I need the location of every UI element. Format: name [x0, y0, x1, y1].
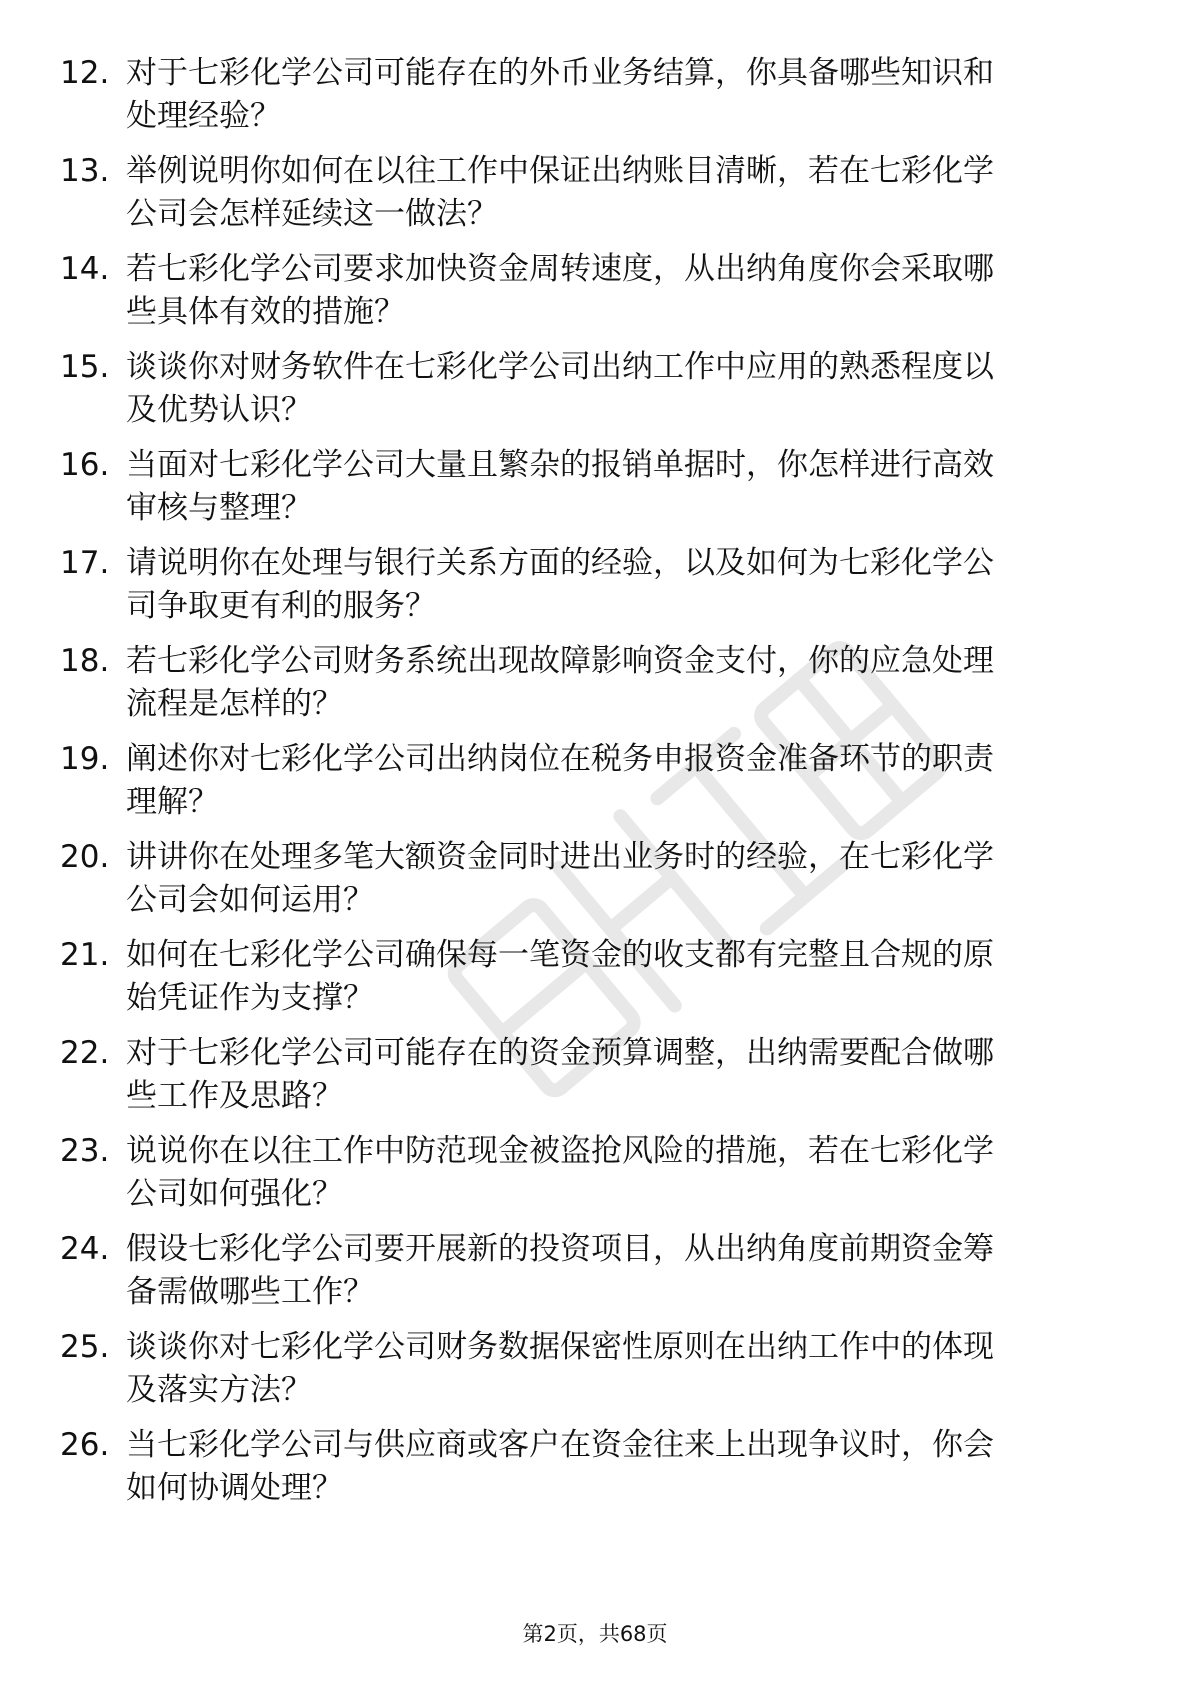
question-item — [0, 640, 1190, 738]
question-text: 当面对七彩化学公司大量且繁杂的报销单据时，你怎样进行高效 审核与整理？ — [126, 447, 994, 526]
question-number: 18. — [60, 643, 110, 679]
question-text: 若七彩化学公司财务系统出现故障影响资金支付，你的应急处理 流程是怎样的？ — [126, 643, 994, 722]
question-number: 14. — [60, 251, 110, 287]
question-item — [0, 1424, 1190, 1522]
question-item — [0, 738, 1190, 836]
question-number: 25. — [60, 1329, 110, 1365]
question-text: 说说你在以往工作中防范现金被盗抢风险的措施，若在七彩化学 公司如何强化？ — [126, 1133, 994, 1212]
question-item — [0, 1130, 1190, 1228]
question-number: 16. — [60, 447, 110, 483]
question-number: 23. — [60, 1133, 110, 1169]
question-number: 22. — [60, 1035, 110, 1071]
question-text: 如何在七彩化学公司确保每一笔资金的收支都有完整且合规的原 始凭证作为支撑？ — [126, 937, 994, 1016]
question-number: 12. — [60, 55, 110, 91]
question-text: 当七彩化学公司与供应商或客户在资金往来上出现争议时，你会 如何协调处理？ — [126, 1427, 994, 1506]
question-text: 讲讲你在处理多笔大额资金同时进出业务时的经验，在七彩化学 公司会如何运用？ — [126, 839, 994, 918]
question-text: 请说明你在处理与银行关系方面的经验，以及如何为七彩化学公 司争取更有利的服务？ — [126, 545, 994, 624]
question-list — [0, 52, 1190, 1522]
question-item — [0, 444, 1190, 542]
question-item — [0, 346, 1190, 444]
question-text: 谈谈你对财务软件在七彩化学公司出纳工作中应用的熟悉程度以 及优势认识？ — [126, 349, 994, 428]
question-number: 15. — [60, 349, 110, 385]
page-footer: 第2页，共68页 — [522, 1622, 668, 1646]
question-item — [0, 542, 1190, 640]
question-number: 13. — [60, 153, 110, 189]
question-item — [0, 1326, 1190, 1424]
question-item — [0, 248, 1190, 346]
question-item — [0, 934, 1190, 1032]
question-text: 举例说明你如何在以往工作中保证出纳账目清晰，若在七彩化学 公司会怎样延续这一做法？ — [126, 153, 994, 232]
question-number: 19. — [60, 741, 110, 777]
question-item — [0, 836, 1190, 934]
question-number: 21. — [60, 937, 110, 973]
question-item — [0, 1228, 1190, 1326]
question-text: 阐述你对七彩化学公司出纳岗位在税务申报资金准备环节的职责 理解？ — [126, 741, 994, 820]
question-item — [0, 150, 1190, 248]
question-text: 对于七彩化学公司可能存在的外币业务结算，你具备哪些知识和 处理经验？ — [126, 55, 994, 134]
question-text: 若七彩化学公司要求加快资金周转速度，从出纳角度你会采取哪 些具体有效的措施？ — [126, 251, 994, 330]
question-number: 24. — [60, 1231, 110, 1267]
question-item — [0, 52, 1190, 150]
question-text: 假设七彩化学公司要开展新的投资项目，从出纳角度前期资金筹 备需做哪些工作？ — [126, 1231, 994, 1310]
question-number: 17. — [60, 545, 110, 581]
question-item — [0, 1032, 1190, 1130]
question-number: 20. — [60, 839, 110, 875]
question-text: 谈谈你对七彩化学公司财务数据保密性原则在出纳工作中的体现 及落实方法？ — [126, 1329, 994, 1408]
question-number: 26. — [60, 1427, 110, 1463]
question-text: 对于七彩化学公司可能存在的资金预算调整，出纳需要配合做哪 些工作及思路？ — [126, 1035, 994, 1114]
